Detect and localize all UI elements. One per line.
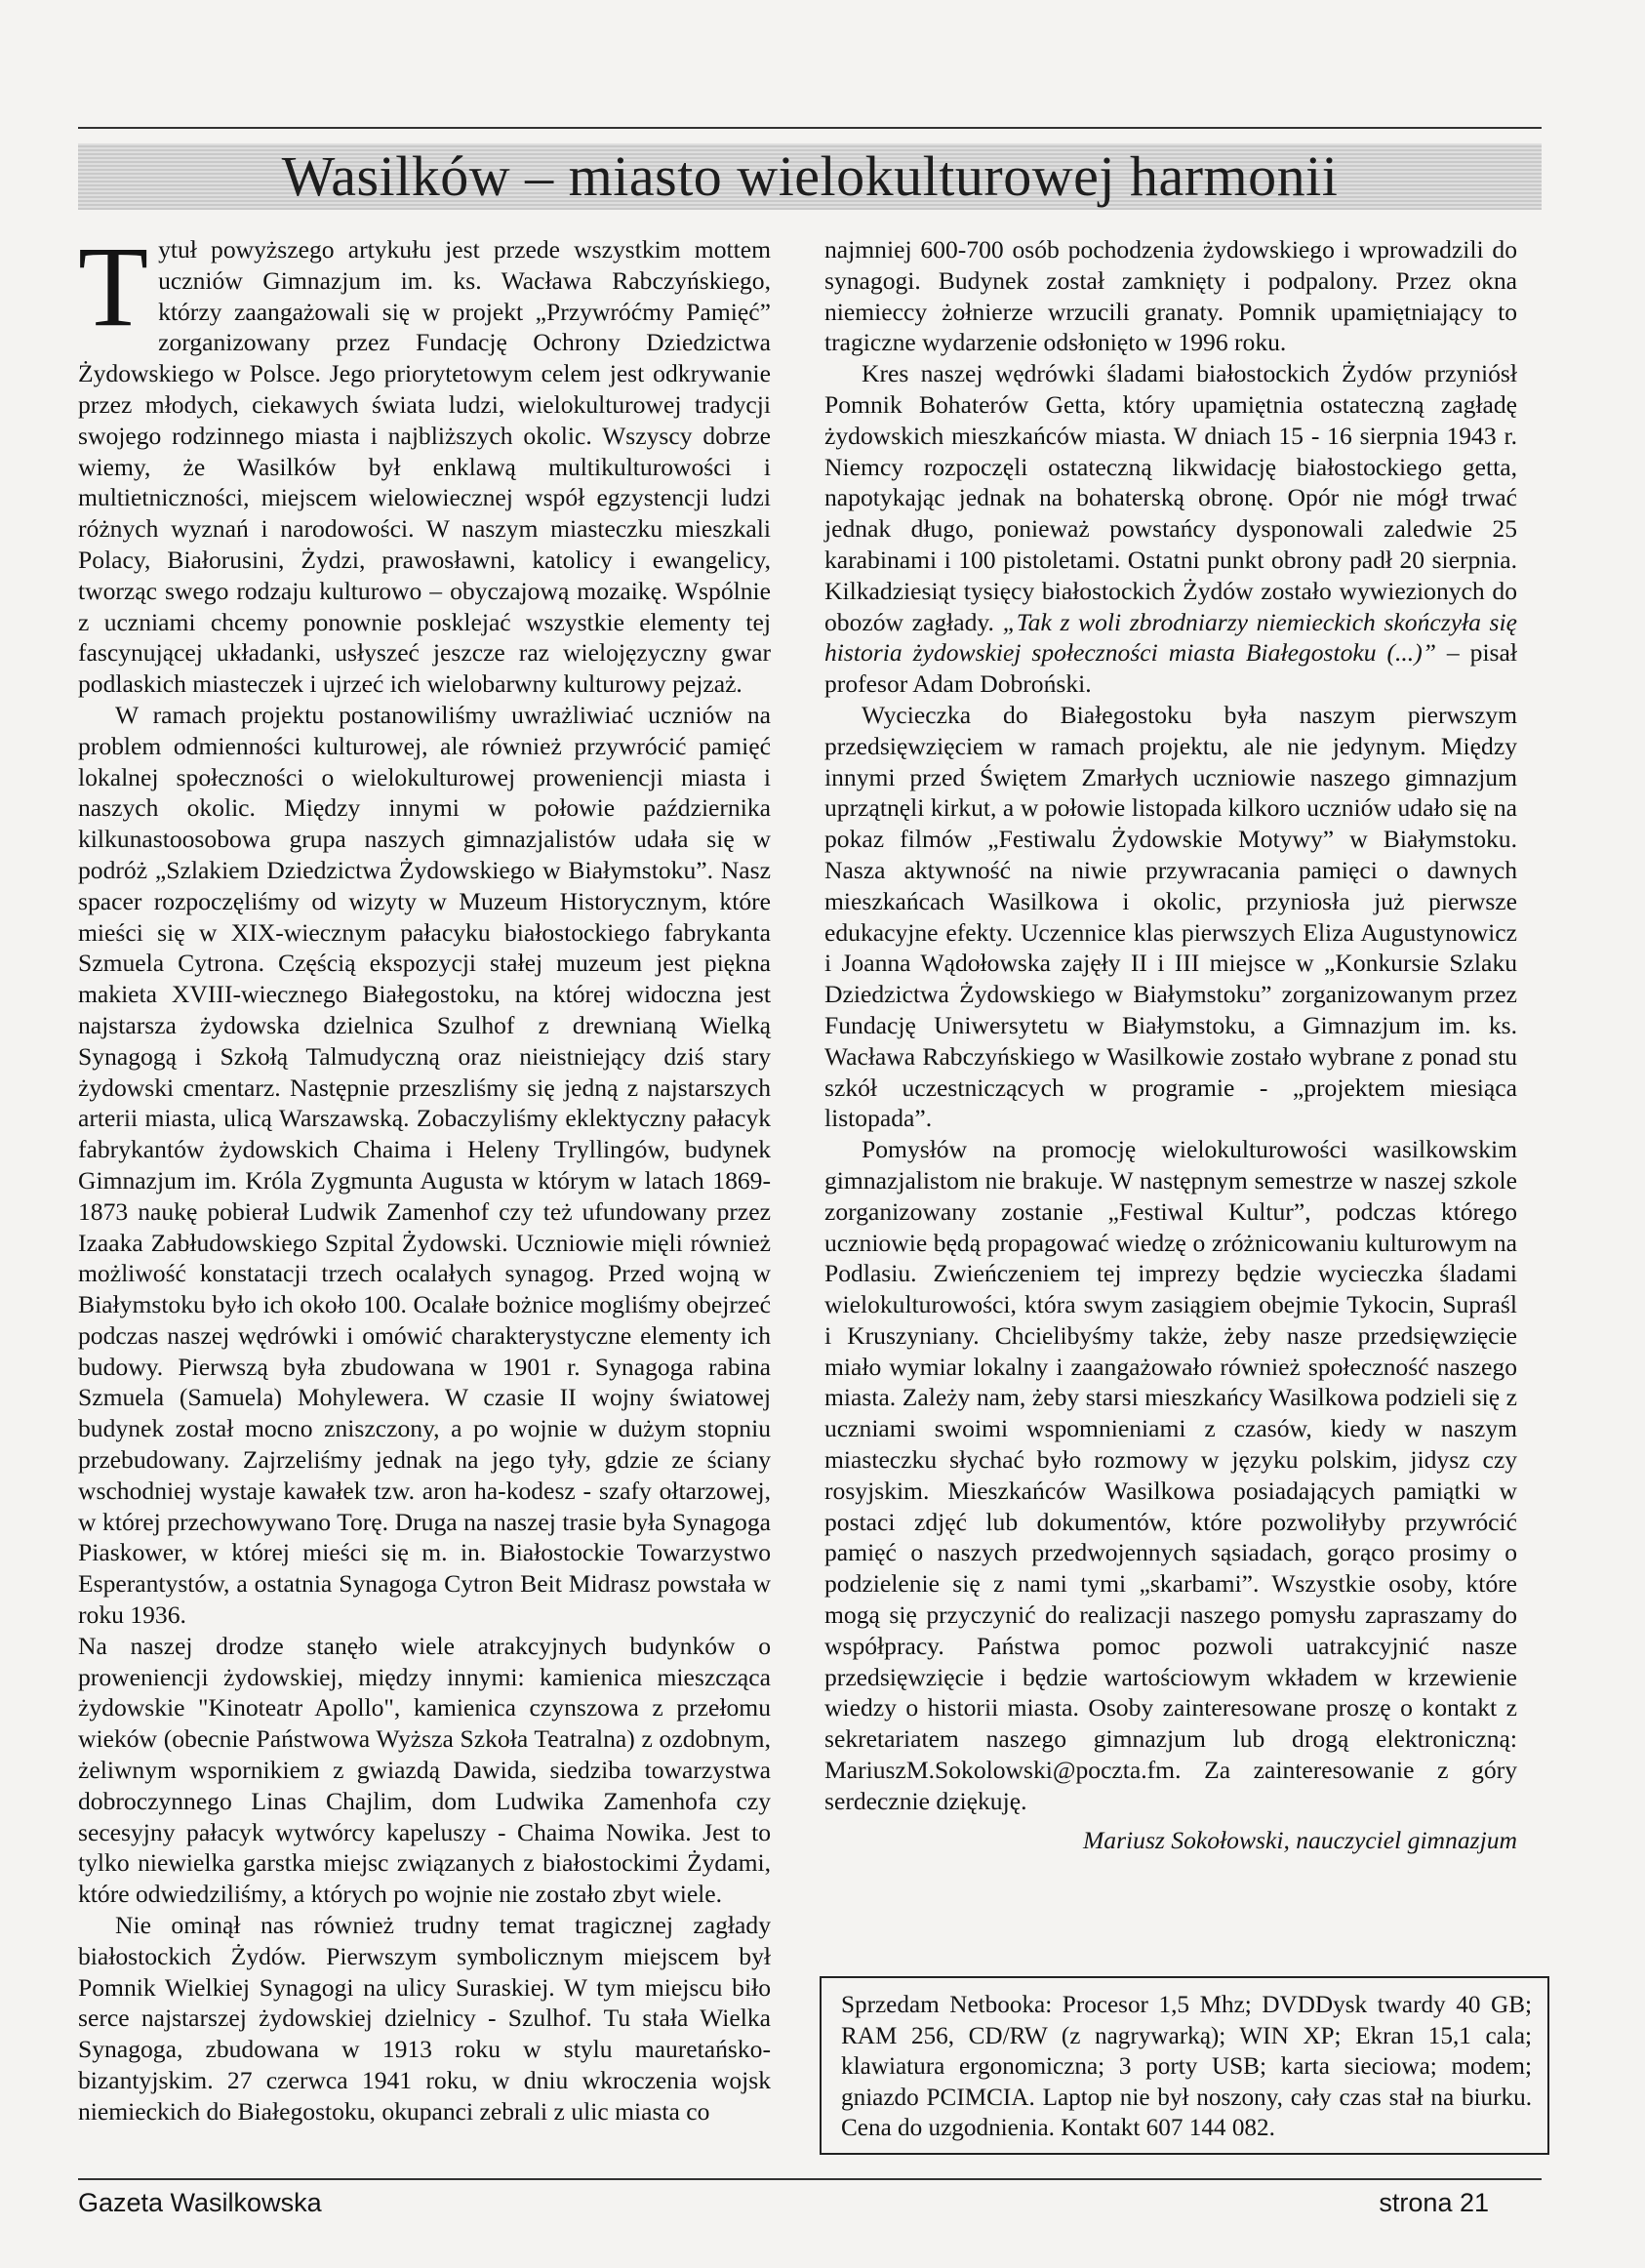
paragraph-5-tail: – pisał profesor Adam Dobroński. <box>824 638 1517 699</box>
paragraph-5 <box>824 358 1517 700</box>
paragraph-1 <box>78 223 771 700</box>
paragraph-1-text: ytuł powyższego artykułu jest przede wszystkim mottem uczniów Gimnazjum im. ks. Wacława Rabczyńskiego, którzy zaangażowali się w projekt „Przywróćmy Pamięć” zorganizowany przez Fundację Ochrony Dziedzictwa Żydowskiego w Polsce. Jego priorytetowym celem jest odkrywanie przez młodych, ciekawych świata ludzi, wielokulturowej tradycji swojego rodzinnego miasta i najbliższych okolic. Wszyscy dobrze wiemy, że Wasilków był enklawą multikulturowości i multietniczności, miejscem wielowiecznej współ egzystencji ludzi różnych wyznań i narodowości. W naszym miasteczku mieszkali Polacy, Białorusini, Żydzi, prawosławni, katolicy i ewangelicy, tworząc swego rodzaju kulturowo – obyczajową mozaikę. Wspólnie z uczniami chcemy ponownie posklejać wszystkie elementy tej fascynującej układanki, usłyszeć jeszcze raz wielojęzyczny gwar podlaskich miasteczek i ujrzeć ich wielobarwny kulturowy pejzaż. <box>78 235 771 699</box>
bottom-rule <box>78 2178 1542 2180</box>
paragraph-3: Na naszej drodze stanęło wiele atrakcyjnych budynków o proweniencji żydowskiej, między innymi: kamienica mieszcząca żydowskie "Kinoteatr Apollo", kamienica czynszowa z przełomu wieków (obecnie Państwowa Wyższa Szkoła Teatralna) z ozdobnym, żeliwnym wspornikiem z gwiazdą Dawida, siedziba towarzystwa dobroczynnego Linas Chajlim, dom Ludwika Zamenhofa czy secesyjny pałacyk wytwórcy kapeluszy - Chaima Nowika. Jest to tylko niewielka garstka miejsc związanych z białostockimi Żydami, które odwiedziliśmy, a których po wojnie nie zostało zbyt wiele. <box>78 1631 771 1909</box>
paragraph-4-continued: najmniej 600-700 osób pochodzenia żydowskiego i wprowadzili do synagogi. Budynek został zamknięty i podpalony. Przez okna niemieccy żołnierze wrzucili granaty. Pomnik upamiętniający to tragiczne wydarzenie odsłonięto w 1996 roku. <box>824 235 1517 357</box>
paragraph-5-text: Kres naszej wędrówki śladami białostockich Żydów przyniósł Pomnik Bohaterów Getta, który upamiętnia ostateczną zagładę żydowskich mieszkańców miasta. W dniach 15 - 16 sierpnia 1943 r. Niemcy rozpoczęli ostateczną likwidację białostockiego getta, napotykając jednak na bohaterską obronę. Opór nie mógł trwać jednak długo, ponieważ powstańcy dysponowali zaledwie 25 karabinami i 100 pistoletami. Ostatni punkt obrony padł 20 sierpnia. Kilkadziesiąt tysięcy białostockich Żydów zostało wywiezionych do obozów zagłady. <box>824 359 1517 636</box>
paragraph-7: Pomysłów na promocję wielokulturowości wasilkowskim gimnazjalistom nie brakuje. W następnym semestrze w naszej szkole zorganizowany zostanie „Festiwal Kultur”, podczas którego uczniowie będą propagować wiedzę o zróżnicowaniu kulturowym na Podlasiu. Zwieńczeniem tej imprezy będzie wycieczka śladami wielokulturowości, która swym zasiągiem obejmie Tykocin, Supraśl i Kruszyniany. Chcielibyśmy także, żeby nasze przedsięwzięcie miało wymiar lokalny i zaangażowało również społeczność naszego miasta. Zależy nam, żeby starsi mieszkańcy Wasilkowa podzieli się z uczniami swoimi wspomnieniami z czasów, kiedy w naszym miasteczku słychać było rozmowy w języku polskim, jidysz czy rosyjskim. Mieszkańców Wasilkowa posiadających pamiątki w postaci zdjęć lub dokumentów, które pozwoliłyby przywrócić pamięć o naszych przedwojennych sąsiadach, gorąco prosimy o podzielenie się z nami tymi „skarbami”. Wszystkie osoby, które mogą się przyczynić do realizacji naszego pomysłu zapraszamy do współpracy. Państwa pomoc pozwoli uatrakcyjnić nasze przedsięwzięcie i będzie wartościowym wkładem w krzewienie wiedzy o historii miasta. Osoby zainteresowane proszę o kontakt z sekretariatem naszego gimnazjum lub drogą elektroniczną: MariuszM.Sokolowski@poczta.fm. Za zainteresowanie z góry serdecznie dziękuję. <box>824 1135 1517 1815</box>
author-signature: Mariusz Sokołowski, nauczyciel gimnazjum <box>1082 1825 1517 1854</box>
paragraph-6: Wycieczka do Białegostoku była naszym pierwszym przedsięwzięciem w ramach projektu, ale nie jedynym. Między innymi przed Świętem Zmarłych uczniowie naszego gimnazjum uprzątnęli kirkut, a w połowie listopada kilkoro uczniów udało się na pokaz filmów „Festiwalu Żydowskie Motywy” w Białymstoku. Nasza aktywność na niwie przywracania pamięci o dawnych mieszkańcach Wasilkowa i okolic, przyniosła już pierwsze edukacyjne efekty. Uczennice klas pierwszych Eliza Augustynowicz i Joanna Wądołowska zajęły II i III miejsce w „Konkursie Szlaku Dziedzictwa Żydowskiego w Białymstoku” zorganizowanym przez Fundację Uniwersytetu w Białymstoku, a Gimnazjum im. ks. Wacława Rabczyńskiego w Wasilkowie zostało wybrane z ponad stu szkół uczestniczących w programie - „projektem miesiąca listopada”. <box>824 700 1517 1133</box>
classified-ad-text: Sprzedam Netbooka: Procesor 1,5 Mhz; DVDDysk twardy 40 GB; RAM 256, CD/RW (z nagrywarką); WIN XP; Ekran 15,1 cala; klawiatura ergonomiczna; 3 porty USB; karta sieciowa; modem; gniazdo PCIMCIA. Laptop nie był noszony, cały czas stał na biurku. Cena do uzgodnienia. Kontakt 607 144 082. <box>841 1992 1532 2141</box>
page-number: strona 21 <box>1379 2188 1489 2217</box>
article-title: Wasilków – miasto wielokulturowej harmonii <box>281 144 1339 208</box>
paragraph-2: W ramach projektu postanowiliśmy uwrażliwiać uczniów na problem odmienności kulturowej, ale również przywrócić pamięć lokalnej społeczności o wielokulturowej proweniencji miasta i naszych okolic. Między innymi w połowie października kilkunastoosobowa grupa naszych gimnazjalistów udała się w podróż „Szlakiem Dziedzictwa Żydowskiego w Białymstoku”. Nasz spacer rozpoczęliśmy od wizyty w Muzeum Historycznym, które mieści się w XIX-wiecznym pałacyku białostockiego fabrykanta Szmuela Cytrona. Częścią ekspozycji stałej muzeum jest piękna makieta XVIII-wiecznego Białegostoku, na której widoczna jest najstarsza żydowska dzielnica Szulhof z drewnianą Wielką Synagogą i Szkołą Talmudyczną oraz nieistniejący dziś stary żydowski cmentarz. Następnie przeszliśmy się jedną z najstarszych arterii miasta, ulicą Warszawską. Zobaczyliśmy eklektyczny pałacyk fabrykantów żydowskich Chaima i Heleny Tryllingów, budynek Gimnazjum im. Króla Zygmunta Augusta w którym w latach 1869-1873 naukę pobierał Ludwik Zamenhof czy też ufundowany przez Izaaka Zabłudowskiego Szpital Żydowski. Uczniowie mięli również możliwość konstatacji trzech ocalałych synagog. Przed wojną w Białymstoku było ich około 100. Ocalałe bożnice mogliśmy obejrzeć podczas naszej wędrówki i omówić charakterystyczne elementy ich budowy. Pierwszą była zbudowana w 1901 r. Synagoga rabina Szmuela (Samuela) Mohylewera. W czasie II wojny światowej budynek został mocno zniszczony, a po wojnie w dużym stopniu przebudowany. Zajrzeliśmy jednak na jego tyły, gdzie ze ściany wschodniej wystaje kawałek tzw. aron ha-kodesz - szafy ołtarzowej, w której przechowywano Torę. Druga na naszej trasie była Synagoga Piaskower, w której mieści się m. in. Białostockie Towarzystwo Esperantystów, a ostatnia Synagoga Cytron Beit Midrasz powstała w roku 1936. <box>78 700 771 1630</box>
classified-ad-box <box>820 1976 1549 2155</box>
drop-cap: T <box>78 223 149 350</box>
paragraph-4: Nie ominął nas również trudny temat tragicznej zagłady białostockich Żydów. Pierwszym symbolicznym miejscem był Pomnik Wielkiej Synagogi na ulicy Suraskiej. W tym miejscu biło serce najstarszej żydowskiej dzielnicy - Szulhof. Tu stała Wielka Synagoga, zbudowana w 1913 roku w stylu mauretańsko-bizantyjskim. 27 czerwca 1941 roku, w dniu wkroczenia wojsk niemieckich do Białegostoku, okupanci zebrali z ulic miasta co <box>78 1911 771 2126</box>
paragraph-5-quote: „Tak z woli zbrodniarzy niemieckich skończyła się historia żydowskiej społeczności miasta Białegostoku (...)” <box>824 607 1517 668</box>
right-column <box>824 234 1517 1855</box>
publication-name: Gazeta Wasilkowska <box>78 2188 322 2217</box>
left-column <box>78 223 771 2127</box>
top-rule <box>78 127 1542 129</box>
